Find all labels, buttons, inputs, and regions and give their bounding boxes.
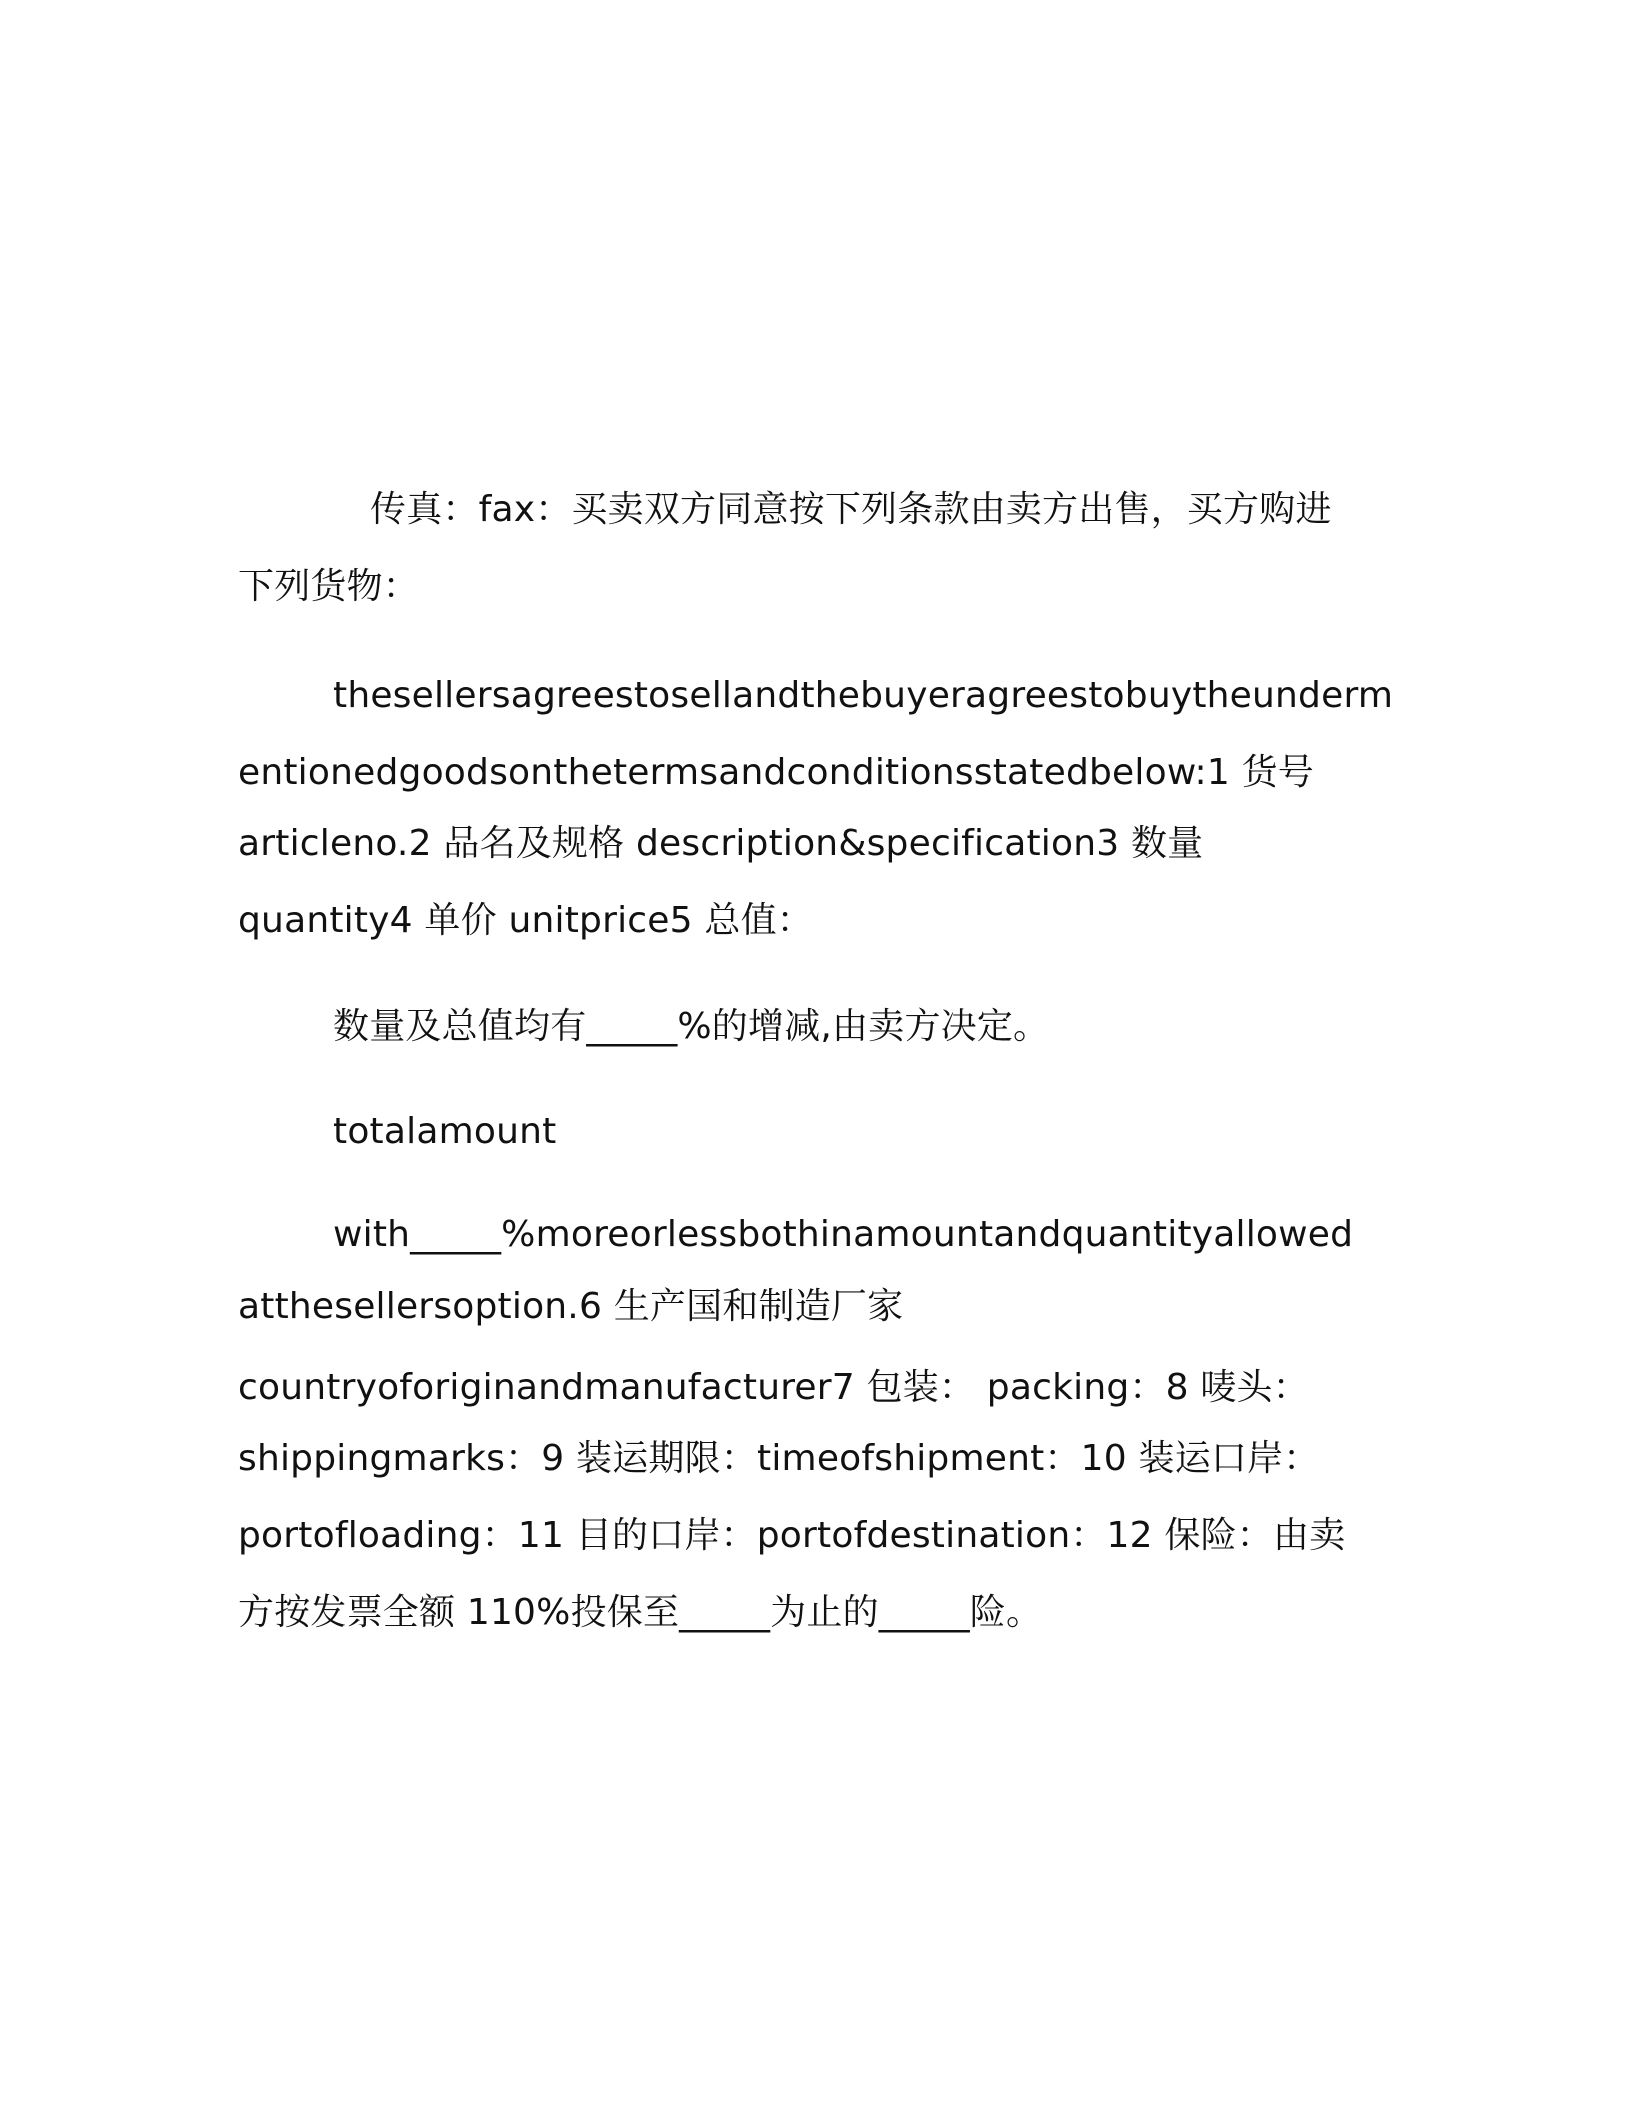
text-line-4: entionedgoodsonthetermsandconditionsstatedbelow:1 货号 [238,752,1314,793]
text-line-12: shippingmarks：9 装运期限：timeofshipment：10 装运口岸： [238,1438,1320,1479]
text-line-1: 传真：fax：买卖双方同意按下列条款由卖方出售，买方购进 [370,489,1332,530]
text-line-6: quantity4 单价 unitprice5 总值： [238,900,813,941]
text-line-3: thesellersagreestosellandthebuyeragreestobuytheunderm [333,675,1394,716]
text-line-5: articleno.2 品名及规格 description&specification3 数量 [238,823,1204,864]
text-line-8: totalamount [333,1111,557,1152]
text-line-9: with_____%moreorlessbothinamountandquantityallowed [333,1214,1354,1255]
text-line-13: portofloading：11 目的口岸：portofdestination：12 保险：由卖 [238,1515,1346,1556]
text-line-2: 下列货物： [238,566,420,607]
text-line-14: 方按发票全额 110%投保至_____为止的_____险。 [238,1592,1043,1633]
text-line-11: countryoforiginandmanufacturer7 包装： packing：8 唛头： [238,1367,1309,1408]
text-line-7: 数量及总值均有_____%的增减,由卖方决定。 [333,1006,1050,1047]
text-line-10: atthesellersoption.6 生产国和制造厂家 [238,1286,904,1327]
